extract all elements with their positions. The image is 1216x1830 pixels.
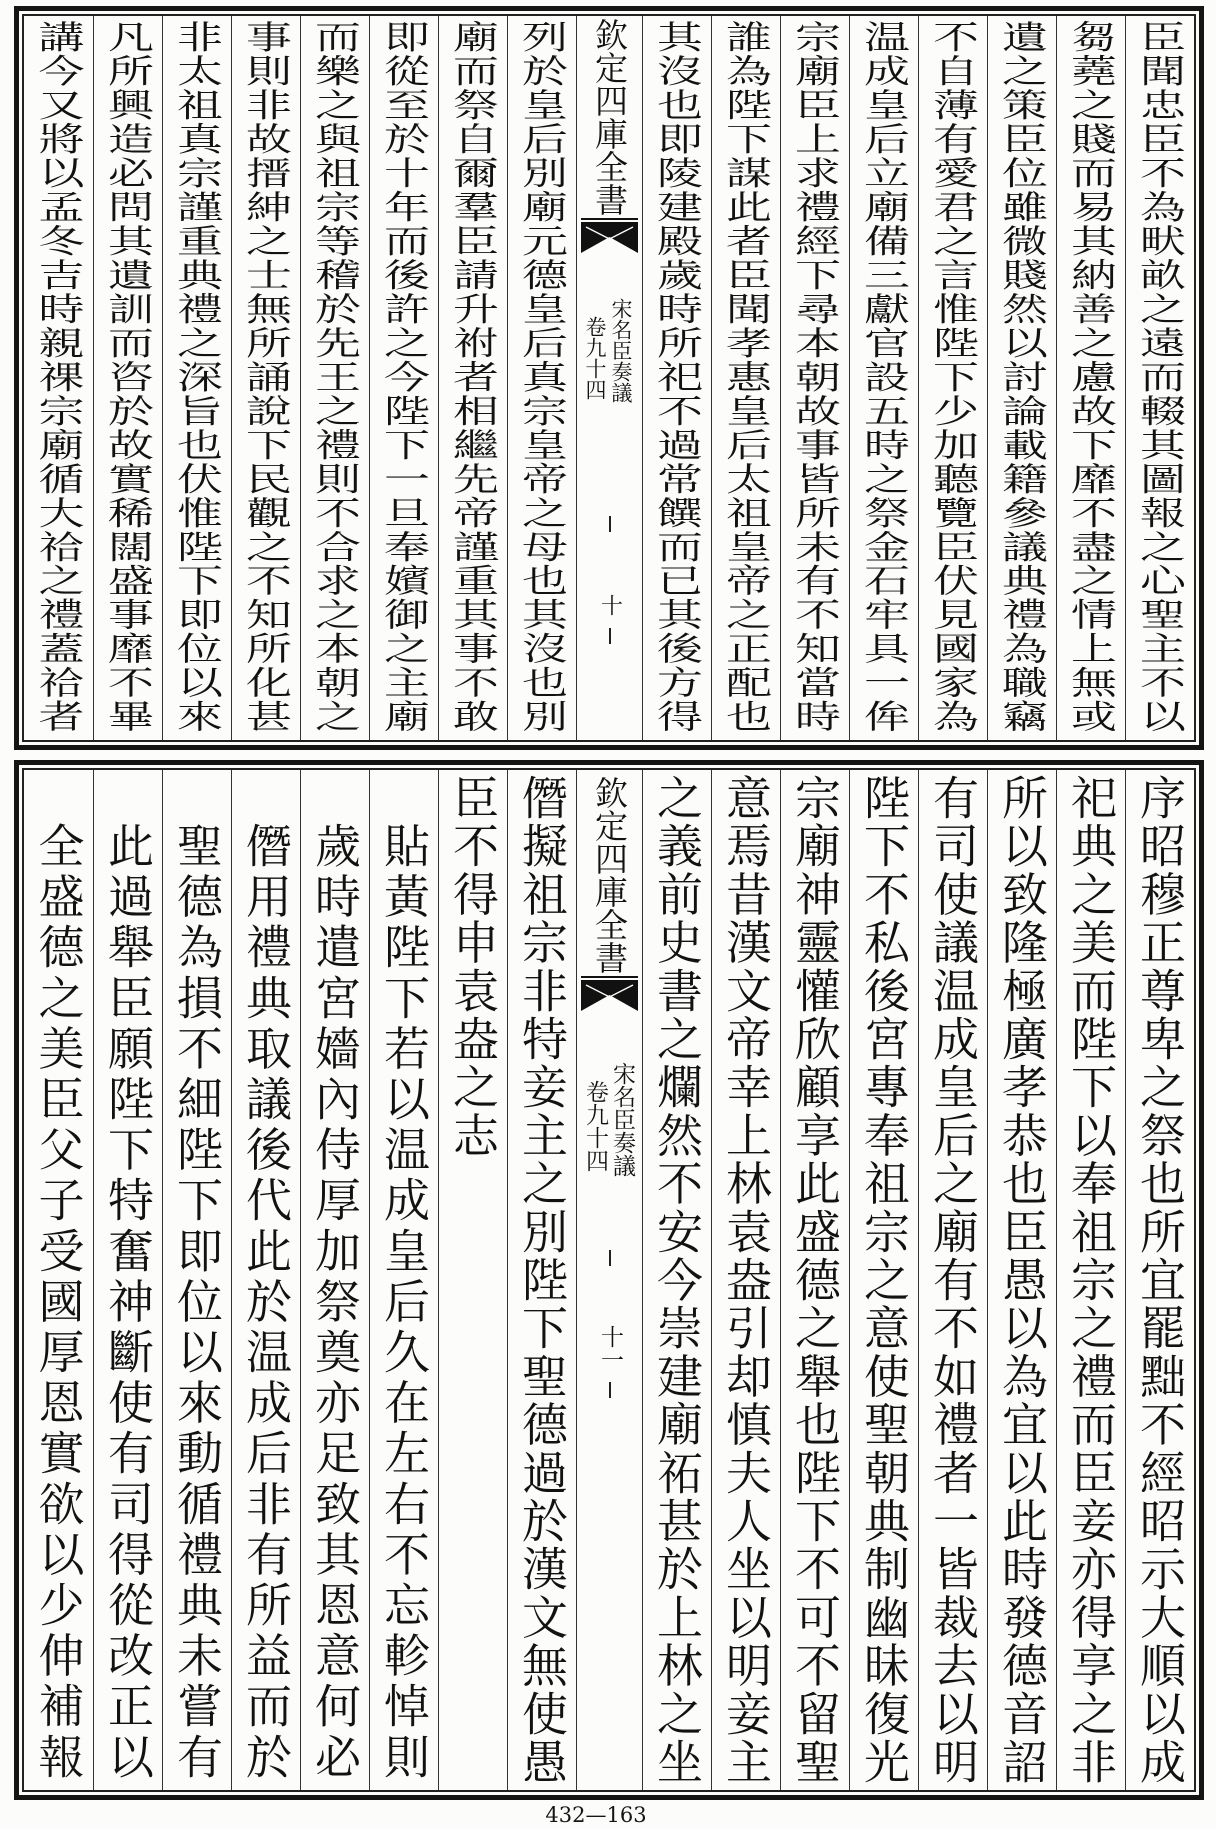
upper-leaf-body — [22, 14, 1196, 742]
column-text: 貼黃陛下若以温成皇后久在左右不忘軫悼則 — [377, 822, 431, 1784]
work-title: 宋名臣奏議 — [609, 1062, 635, 1177]
text-column — [1056, 770, 1125, 1790]
column-text: 有司使議温成皇后之廟有不如禮者一皆裁去以明 — [926, 774, 980, 1787]
column-text: 臣不得申袁盎之志 — [446, 774, 500, 1160]
fishtail-ornament — [581, 976, 638, 1012]
column-text: 其沒也即陵建殿歲時所祀不過常饌而已其後方得 — [650, 20, 704, 734]
text-column — [987, 16, 1056, 740]
text-column — [300, 16, 369, 740]
fold-column — [576, 770, 642, 1790]
text-column — [987, 770, 1056, 1790]
text-column — [438, 770, 507, 1790]
lower-leaf — [14, 760, 1204, 1800]
column-text: 臣聞忠臣不為畎畝之遠而輟其圖報之心聖主不以 — [1133, 20, 1187, 734]
text-column — [369, 770, 438, 1790]
column-text: 而樂之與祖宗等稽於先王之禮則不合求之本朝之 — [308, 20, 362, 734]
column-text: 温成皇后立廟備三獻官設五時之祭金石牢具一侔 — [857, 20, 911, 734]
column-text: 陛下不私後宮專奉祖宗之意使聖朝典制幽昧復光 — [857, 774, 911, 1787]
work-title: 宋名臣奏議 — [609, 298, 633, 403]
column-text: 此過舉臣願陛下特奮神斷使有司得從改正以 — [101, 822, 155, 1784]
column-text: 即從至於十年而後許之今陛下一旦奉嬪御之主廟 — [377, 20, 431, 734]
text-column — [438, 16, 507, 740]
column-text: 全盛德之美臣父子受國厚恩實欲以少伸補報 — [31, 822, 86, 1784]
tick-mark — [609, 1382, 611, 1398]
column-text: 宗廟神靈懽欣顧享此盛德之舉也陛下不可不留聖 — [788, 774, 842, 1787]
text-column — [369, 16, 438, 740]
column-text: 列於皇后別廟元德皇后真宗皇帝之母也其沒也別 — [515, 20, 569, 734]
text-column — [231, 16, 300, 740]
fold-column — [576, 16, 642, 740]
text-column — [711, 16, 780, 740]
column-text: 遺之策臣位雖微賤然以討論載籍參議典禮為職竊 — [995, 20, 1049, 734]
column-text: 聖德為損不細陛下即位以來動循禮典未嘗有 — [170, 822, 224, 1784]
text-column — [507, 770, 576, 1790]
text-column — [1125, 16, 1194, 740]
column-text: 非太祖真宗謹重典禮之深旨也伏惟陛下即位以來 — [170, 20, 224, 734]
text-column — [780, 770, 849, 1790]
column-text: 之義前史書之爛然不安今崇建廟祏甚於上林之坐 — [650, 774, 704, 1787]
column-text: 歲時遣宮嬙內侍厚加祭奠亦足致其恩意何必 — [308, 822, 362, 1784]
text-column — [1125, 770, 1194, 1790]
text-column — [918, 770, 987, 1790]
column-text: 誰為陛下謀此者臣聞孝惠皇后太祖皇帝之正配也 — [719, 20, 773, 734]
page-number: 432—163 — [545, 1803, 647, 1827]
column-text: 事則非故搢紳之士無所誦說下民觀之不知所化甚 — [239, 20, 293, 734]
column-text: 講今又將以孟冬吉時親祼宗廟循大祫之禮蓋祫者 — [31, 20, 86, 734]
lower-leaf-body — [22, 768, 1196, 1792]
text-column — [849, 16, 918, 740]
upper-leaf — [14, 6, 1204, 750]
text-column — [642, 16, 711, 740]
leaf-number: 十一 — [597, 1325, 623, 1371]
column-text: 僭擬祖宗非特妾主之別陛下聖德過於漢文無使愚 — [515, 774, 569, 1787]
column-text: 廟而祭自爾羣臣請升祔者相繼先帝謹重其事不敢 — [446, 20, 500, 734]
fishtail-ornament — [581, 218, 638, 254]
column-text: 凡所興造必問其遺訓而咨於故實稀闊盛事靡不畢 — [101, 20, 155, 734]
text-column — [162, 770, 231, 1790]
column-text: 意焉昔漢文帝幸上林袁盎引却慎夫人坐以明妾主 — [719, 774, 773, 1787]
column-text: 宗廟臣上求禮經下尋本朝故事皆所未有不知當時 — [788, 20, 842, 734]
text-column — [162, 16, 231, 740]
tick-mark — [609, 628, 611, 644]
column-text: 祀典之美而陛下以奉祖宗之禮而臣妾亦得享之非 — [1064, 774, 1118, 1787]
volume-label: 卷九十四 — [583, 316, 607, 400]
column-text: 序昭穆正尊卑之祭也所宜罷黜不經昭示大順以成 — [1133, 774, 1187, 1787]
text-column — [642, 770, 711, 1790]
book-title: 欽定四庫全書 — [590, 18, 629, 216]
text-column — [231, 770, 300, 1790]
text-column — [93, 16, 162, 740]
text-column — [93, 770, 162, 1790]
volume-label: 卷九十四 — [582, 1080, 608, 1172]
text-column — [918, 16, 987, 740]
column-text: 芻蕘之賤而易其納善之慮故下靡不盡之情上無或 — [1064, 20, 1118, 734]
text-column — [849, 770, 918, 1790]
column-text: 所以致隆極廣孝恭也臣愚以為宜以此時發德音詔 — [995, 774, 1049, 1787]
text-column — [300, 770, 369, 1790]
tick-mark — [609, 1250, 611, 1266]
text-column — [1056, 16, 1125, 740]
text-column — [711, 770, 780, 1790]
column-text: 不自薄有愛君之言惟陛下少加聽覽臣伏見國家為 — [926, 20, 980, 734]
column-text: 僭用禮典取議後代此於温成后非有所益而於 — [239, 822, 293, 1784]
book-title: 欽定四庫全書 — [590, 776, 629, 974]
leaf-number: 十 — [597, 594, 623, 616]
text-column — [780, 16, 849, 740]
tick-mark — [609, 516, 611, 532]
text-column — [507, 16, 576, 740]
text-column — [24, 16, 93, 740]
text-column — [24, 770, 93, 1790]
